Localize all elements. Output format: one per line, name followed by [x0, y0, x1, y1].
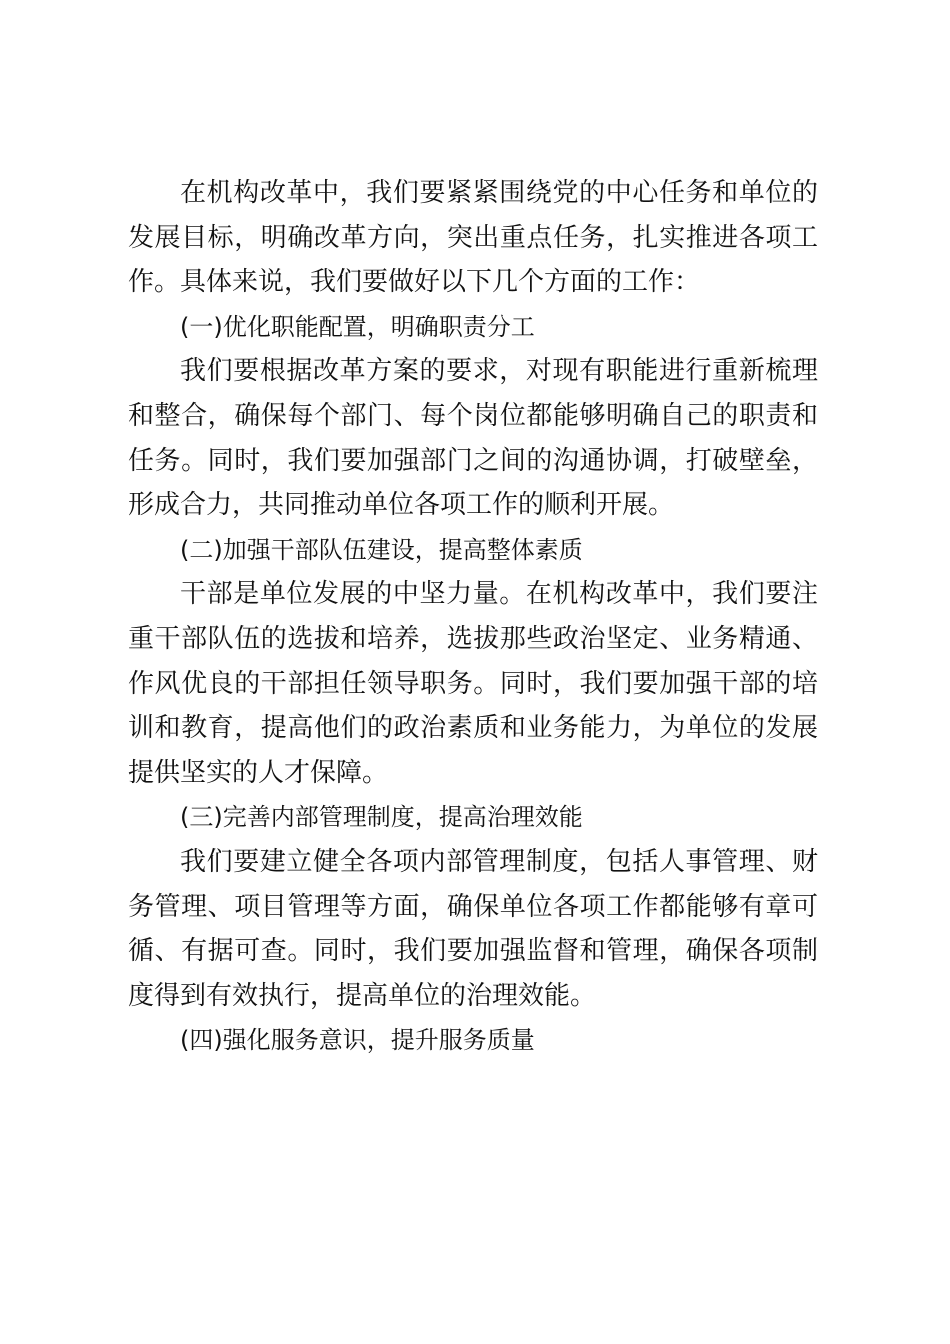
section-body-3: 我们要建立健全各项内部管理制度，包括人事管理、财务管理、项目管理等方面，确保单位各项工作都能够有章可循、有据可查。同时，我们要加强监督和管理，确保各项制度得到有效执行，提高单位的治理效能。 — [128, 846, 818, 1011]
document-body — [128, 171, 818, 1063]
section-body-2: 干部是单位发展的中坚力量。在机构改革中，我们要注重干部队伍的选拔和培养，选拔那些政治坚定、业务精通、作风优良的干部担任领导职务。同时，我们要加强干部的培训和教育，提高他们的政治素质和业务能力，为单位的发展提供坚实的人才保障。 — [128, 579, 818, 788]
section-body-1: 我们要根据改革方案的要求，对现有职能进行重新梳理和整合，确保每个部门、每个岗位都能够明确自己的职责和任务。同时，我们要加强部门之间的沟通协调，打破壁垒，形成合力，共同推动单位各项工作的顺利开展。 — [128, 356, 818, 521]
section-heading-3: (三)完善内部管理制度，提高治理效能 — [180, 803, 583, 832]
section-heading-4: (四)强化服务意识，提升服务质量 — [180, 1026, 535, 1055]
section-heading-2: (二)加强干部队伍建设，提高整体素质 — [180, 535, 583, 564]
section-heading-1: (一)优化职能配置，明确职责分工 — [180, 312, 535, 341]
intro-paragraph: 在机构改革中，我们要紧紧围绕党的中心任务和单位的发展目标，明确改革方向，突出重点任务，扎实推进各项工作。具体来说，我们要做好以下几个方面的工作： — [128, 178, 818, 298]
